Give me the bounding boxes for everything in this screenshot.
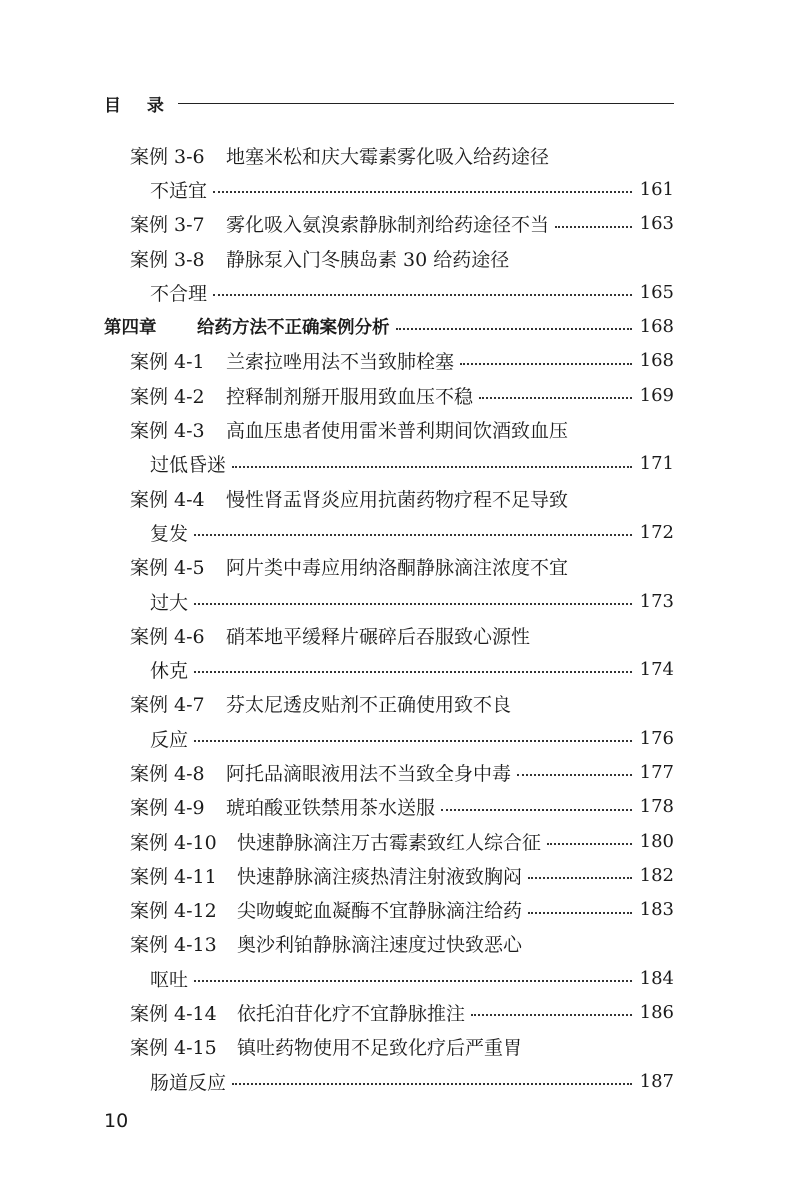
entry-title: 过大 [150,591,189,614]
page-ref: 171 [639,453,674,475]
entry-title: 慢性肾盂肾炎应用抗菌药物疗程不足导致 [226,488,569,511]
case-label: 案例 4-12 [130,900,217,923]
entry-title: 兰索拉唑用法不当致肺栓塞 [226,351,455,374]
toc-entry[interactable] [0,618,800,652]
entry-title: 雾化吸入氨溴索静脉制剂给药途径不当 [226,214,550,237]
dot-leader [528,877,632,879]
entry-title: 休克 [150,660,189,683]
dot-leader [479,397,632,399]
dot-leader [396,328,632,330]
toc-entry[interactable] [0,893,800,927]
entry-title: 呕吐 [150,968,189,991]
page-ref: 163 [639,213,674,235]
toc-entry[interactable] [0,207,800,241]
entry-title: 高血压患者使用雷米普利期间饮酒致血压 [226,420,569,443]
toc-entry[interactable] [0,481,800,515]
entry-title: 静脉泵入门冬胰岛素 30 给药途径 [226,248,510,271]
case-label: 案例 4-14 [130,1003,217,1026]
case-label: 案例 4-10 [130,831,217,854]
page-ref: 183 [639,899,674,921]
dot-leader [213,294,632,296]
toc-entry[interactable] [0,447,800,481]
toc-entry[interactable] [0,138,800,172]
page-ref: 186 [639,1002,674,1024]
entry-title: 不适宜 [150,179,208,202]
dot-leader [441,809,632,811]
case-label: 案例 4-8 [130,762,205,785]
entry-title: 尖吻蝮蛇血凝酶不宜静脉滴注给药 [237,900,523,923]
toc-entry[interactable] [0,412,800,446]
dot-leader [194,534,632,536]
entry-title: 肠道反应 [150,1071,227,1094]
toc-entry[interactable] [0,378,800,412]
toc-entry[interactable] [0,309,800,343]
entry-title: 反应 [150,728,189,751]
dot-leader [547,843,632,845]
case-label: 案例 4-13 [130,934,217,957]
toc-entry[interactable] [0,584,800,618]
entry-title: 琥珀酸亚铁禁用茶水送服 [226,797,436,820]
case-label: 案例 4-11 [130,865,217,888]
toc-entry[interactable] [0,824,800,858]
case-label: 案例 4-3 [130,420,205,443]
dot-leader [232,1083,632,1085]
case-label: 案例 3-8 [130,248,205,271]
running-header [104,92,674,114]
toc-entry[interactable] [0,652,800,686]
dot-leader [460,363,632,365]
page-ref: 168 [639,350,674,372]
dot-leader [555,226,632,228]
header-rule [178,103,674,104]
entry-title: 控释制剂掰开服用致血压不稳 [226,385,474,408]
toc-entry[interactable] [0,790,800,824]
toc-entry[interactable] [0,344,800,378]
chapter-title: 给药方法不正确案例分析 [197,318,390,339]
toc-entry[interactable] [0,275,800,309]
entry-title: 不合理 [150,282,208,305]
entry-title: 过低昏迷 [150,454,227,477]
toc-entry[interactable] [0,1064,800,1098]
page-ref: 174 [639,659,674,681]
entry-title: 快速静脉滴注痰热清注射液致胸闷 [237,865,523,888]
toc-entry[interactable] [0,961,800,995]
toc-entry[interactable] [0,515,800,549]
toc-entry[interactable] [0,241,800,275]
page-ref: 176 [639,727,674,749]
table-of-contents [0,138,800,1098]
dot-leader [232,466,632,468]
case-label: 案例 4-15 [130,1037,217,1060]
dot-leader [194,671,632,673]
toc-entry[interactable] [0,755,800,789]
case-label: 案例 4-7 [130,694,205,717]
entry-title: 阿托品滴眼液用法不当致全身中毒 [226,762,512,785]
dot-leader [517,774,632,776]
case-label: 案例 3-6 [130,145,205,168]
dot-leader [528,912,632,914]
entry-title: 快速静脉滴注万古霉素致红人综合征 [237,831,542,854]
entry-title: 镇吐药物使用不足致化疗后严重胃 [237,1037,523,1060]
page-ref: 187 [639,1070,674,1092]
entry-title: 地塞米松和庆大霉素雾化吸入给药途径 [226,145,550,168]
page-ref: 178 [639,796,674,818]
entry-title: 奥沙利铂静脉滴注速度过快致恶心 [237,934,523,957]
case-label: 案例 4-1 [130,351,205,374]
toc-entry[interactable] [0,858,800,892]
page-ref: 172 [639,521,674,543]
entry-title: 阿片类中毒应用纳洛酮静脉滴注浓度不宜 [226,557,569,580]
case-label: 案例 4-6 [130,625,205,648]
page-ref: 182 [639,864,674,886]
toc-entry[interactable] [0,1030,800,1064]
dot-leader [213,191,632,193]
case-label: 案例 3-7 [130,214,205,237]
page-ref: 173 [639,590,674,612]
dot-leader [194,603,632,605]
page-ref: 168 [639,316,674,338]
page-ref: 184 [639,967,674,989]
entry-title: 芬太尼透皮贴剂不正确使用致不良 [226,694,512,717]
page-ref: 169 [639,384,674,406]
case-label: 案例 4-5 [130,557,205,580]
page-ref: 161 [639,178,674,200]
entry-title: 依托泊苷化疗不宜静脉推注 [237,1003,466,1026]
toc-entry[interactable] [0,172,800,206]
case-label: 案例 4-2 [130,385,205,408]
toc-entry[interactable] [0,550,800,584]
toc-entry[interactable] [0,687,800,721]
page-number: 10 [104,1110,129,1132]
header-title: 目 录 [104,95,174,116]
toc-entry[interactable] [0,995,800,1029]
toc-entry[interactable] [0,721,800,755]
page-ref: 165 [639,281,674,303]
case-label: 案例 4-9 [130,797,205,820]
case-label: 案例 4-4 [130,488,205,511]
chapter-label: 第四章 [104,318,157,339]
dot-leader [194,980,632,982]
page-ref: 180 [639,830,674,852]
entry-title: 复发 [150,522,189,545]
page-ref: 177 [639,761,674,783]
toc-entry[interactable] [0,927,800,961]
dot-leader [194,740,632,742]
entry-title: 硝苯地平缓释片碾碎后吞服致心源性 [226,625,531,648]
dot-leader [471,1014,632,1016]
